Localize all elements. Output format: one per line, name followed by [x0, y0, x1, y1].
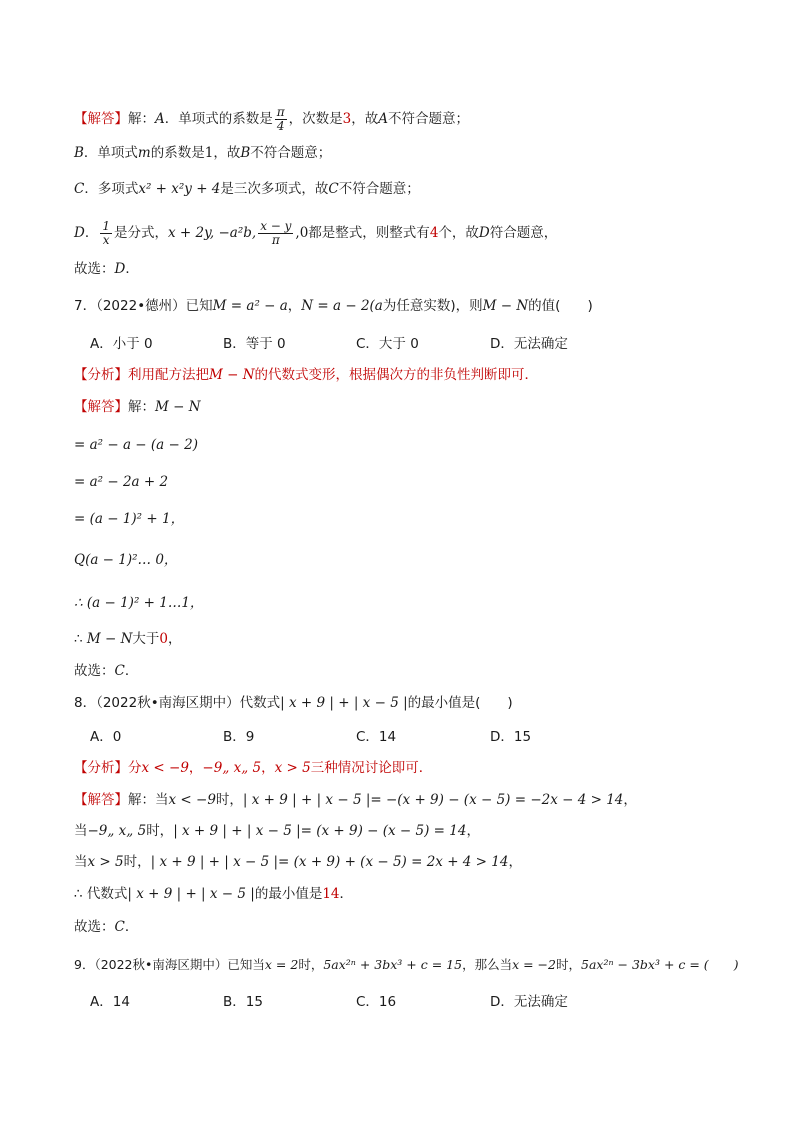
q7-answer-head: 【解答】解：M − N [74, 399, 201, 415]
option-b[interactable]: B．9 [223, 729, 255, 745]
q6-answer-d: D． $\frac{1}{x}$ 是分式，x + 2y, −a²b, $\frac{x - y}{\pi}$ ,0都是整式，则整式有4个，故D符合题意， [74, 219, 558, 247]
q7-analysis: 【分析】利用配方法把M − N的代数式变形，根据偶次方的非负性判断即可． [74, 367, 539, 383]
q7-conclusion: ∴ M − N大于0， [74, 631, 182, 647]
q8-stem: 8．（2022秋•南海区期中）代数式| x + 9 | + | x − 5 |的最小值是( ) [74, 695, 513, 711]
q7-step-1: = a² − a − (a − 2) [74, 437, 198, 453]
q7-options [90, 335, 770, 353]
q8-choice: 故选：C． [74, 919, 139, 935]
analysis-tag: 【分析】 [74, 367, 128, 383]
fraction: $\frac{1}{x}$ [102, 219, 110, 247]
option-c[interactable]: C．大于 0 [356, 336, 419, 352]
q6-answer-a: 【解答】解：A．单项式的系数是 $\frac{\pi}{4}$ ，次数是3，故A不符合题意； [74, 105, 469, 133]
option-d[interactable]: D．无法确定 [490, 994, 568, 1010]
q8-options [90, 728, 770, 746]
q7-choice: 故选：C． [74, 663, 139, 679]
option-a[interactable]: A．14 [90, 994, 130, 1010]
answer-tag: 【解答】 [74, 399, 128, 415]
option-a[interactable]: A．0 [90, 729, 122, 745]
option-d[interactable]: D．15 [490, 729, 532, 745]
q7-step-5: ∴ (a − 1)² + 1…1， [74, 595, 204, 611]
q7-step-3: = (a − 1)² + 1， [74, 511, 185, 527]
analysis-tag: 【分析】 [74, 760, 128, 776]
q7-step-4: Q(a − 1)²… 0， [74, 552, 178, 568]
option-d[interactable]: D．无法确定 [490, 336, 568, 352]
q6-choice: 故选：D． [74, 261, 139, 277]
q8-case-2: 当−9„ x„ 5时，| x + 9 | + | x − 5 |= (x + 9) − (x − 5) = 14， [74, 823, 480, 839]
q7-stem: 7．（2022•德州）已知M = a² − a，N = a − 2(a为任意实数)，则M − N的值( ) [74, 298, 593, 314]
fraction: $\frac{\pi}{4}$ [276, 105, 285, 133]
answer-tag: 【解答】 [74, 792, 128, 808]
q7-step-2: = a² − 2a + 2 [74, 474, 169, 490]
option-b[interactable]: B．等于 0 [223, 336, 286, 352]
q9-stem: 9．（2022秋•南海区期中）已知当x = 2时，5ax²ⁿ + 3bx³ + c = 15，那么当x = −2时，5ax²ⁿ − 3bx³ + c = ( ) [74, 957, 739, 972]
option-c[interactable]: C．16 [356, 994, 397, 1010]
q8-analysis: 【分析】分x < −9，−9„ x„ 5，x > 5三种情况讨论即可． [74, 760, 433, 776]
q8-case-1: 【解答】解：当x < −9时，| x + 9 | + | x − 5 |= −(x + 9) − (x − 5) = −2x − 4 > 14， [74, 792, 637, 808]
option-a[interactable]: A．小于 0 [90, 336, 153, 352]
option-b[interactable]: B．15 [223, 994, 263, 1010]
q8-conclusion: ∴ 代数式| x + 9 | + | x − 5 |的最小值是14． [74, 886, 354, 902]
q8-case-3: 当x > 5时，| x + 9 | + | x − 5 |= (x + 9) + (x − 5) = 2x + 4 > 14， [74, 854, 522, 870]
q9-options [90, 993, 770, 1011]
q6-answer-c: C．多项式x² + x²y + 4是三次多项式，故C不符合题意； [74, 181, 420, 197]
fraction: $\frac{x - y}{\pi}$ [260, 219, 292, 247]
answer-tag: 【解答】 [74, 111, 128, 127]
q6-answer-b: B．单项式m的系数是1，故B不符合题意； [74, 145, 332, 161]
option-c[interactable]: C．14 [356, 729, 397, 745]
